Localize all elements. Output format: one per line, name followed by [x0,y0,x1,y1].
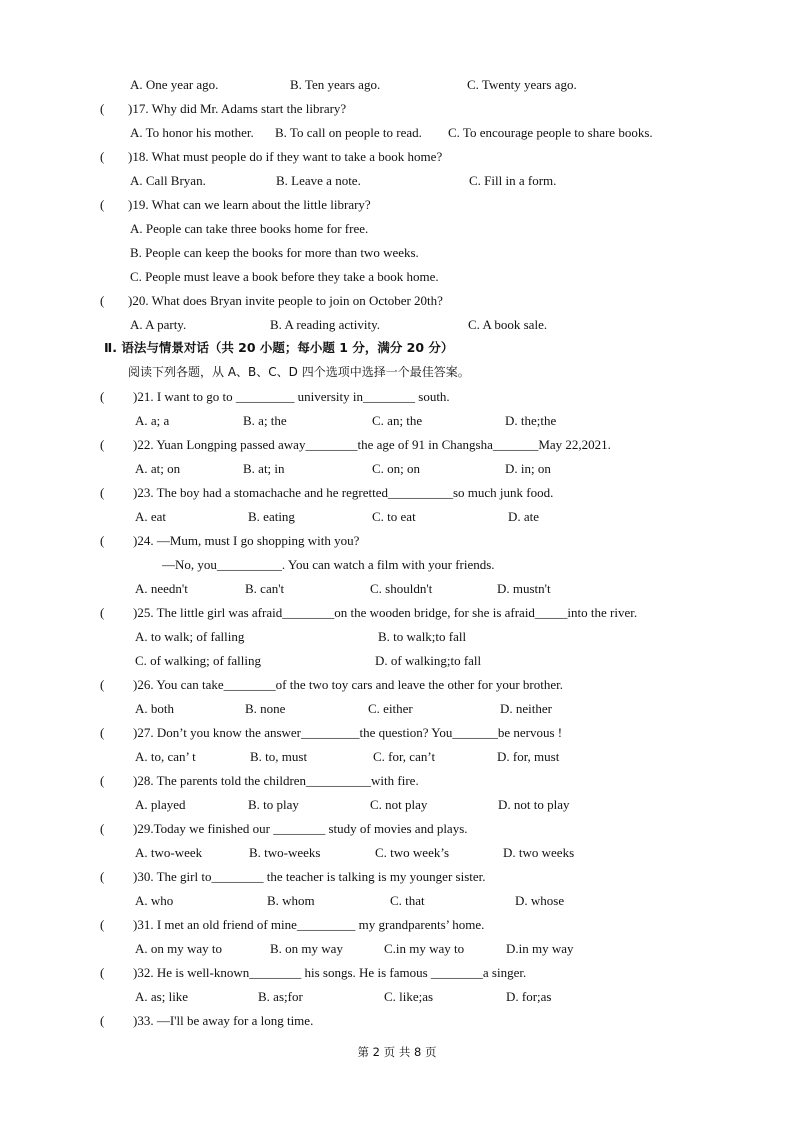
text-line: C. either [368,701,413,716]
text-line: C. for, can’t [373,749,436,764]
text-line: A. One year ago. [130,77,219,92]
text-line: C. that [390,893,425,908]
text-line: ( [100,605,105,620]
text-line: D. not to play [498,797,570,812]
text-line: B. to play [248,797,299,812]
text-line: B. eating [248,509,295,524]
text-line: B. A reading activity. [270,317,380,332]
text-line: A. People can take three books home for free. [130,221,369,236]
text-line: )20. What does Bryan invite people to join on October 20th? [128,293,443,308]
text-line: C. shouldn't [370,581,433,596]
text-line: C. an; the [372,413,423,428]
text-line: ( [100,149,105,164]
text-line: ( [100,821,105,836]
text-line: C.in my way to [384,941,465,956]
text-line: A. as; like [135,989,189,1004]
text-line: D. for, must [497,749,560,764]
text-line: D. two weeks [503,845,575,860]
text-line: ( [100,917,105,932]
text-line: A. to, can’ t [135,749,196,764]
text-line: B. at; in [243,461,285,476]
text-line: A. at; on [135,461,181,476]
text-line: B. Ten years ago. [290,77,381,92]
text-line: —No, you__________. You can watch a film with your friends. [162,557,495,572]
text-line: A. To honor his mother. [130,125,254,140]
text-line: C. People must leave a book before they take a book home. [130,269,439,284]
text-line: B. two-weeks [249,845,321,860]
text-line: A. to walk; of falling [135,629,245,644]
text-line: )17. Why did Mr. Adams start the library? [128,101,347,116]
text-line: ( [100,485,105,500]
text-line: ( [100,197,105,212]
text-line: B. as;for [258,989,303,1004]
text-line: D. neither [500,701,552,716]
text-line: ( [100,773,105,788]
text-line: )19. What can we learn about the little library? [128,197,371,212]
text-line: C. on; on [372,461,421,476]
text-line: B. to walk;to fall [378,629,467,644]
text-line: D. whose [515,893,565,908]
text-line: )33. —I'll be away for a long time. [133,1013,314,1028]
text-line: A. on my way to [135,941,223,956]
text-line: A. Call Bryan. [130,173,206,188]
text-line: )26. You can take________of the two toy cars and leave the other for your brother. [133,677,563,692]
text-line: A. A party. [130,317,187,332]
text-line: A. needn't [135,581,188,596]
text-line: ( [100,101,105,116]
text-line: C. Fill in a form. [469,173,557,188]
text-line: ( [100,965,105,980]
text-line: ( [100,725,105,740]
text-line: 阅读下列各题，从 A、B、C、D 四个选项中选择一个最佳答案。 [128,365,470,379]
text-line: B. on my way [270,941,343,956]
text-line: )21. I want to go to _________ university in________ south. [133,389,450,404]
text-line: )24. —Mum, must I go shopping with you? [133,533,360,548]
text-line: B. none [245,701,286,716]
text-line: A. two-week [135,845,203,860]
text-line: C. not play [370,797,428,812]
text-line: )25. The little girl was afraid________on the wooden bridge, for she is afraid_____into the river. [133,605,638,620]
text-line: ( [100,533,105,548]
text-line: )22. Yuan Longping passed away________the age of 91 in Changsha_______May 22,2021. [133,437,611,452]
text-line: A. both [135,701,174,716]
text-line: C. two week’s [375,845,450,860]
text-line: B. a; the [243,413,287,428]
text-line: )29.Today we finished our ________ study of movies and plays. [133,821,468,836]
text-line: D. for;as [506,989,552,1004]
text-line: )23. The boy had a stomachache and he regretted__________so much junk food. [133,485,554,500]
text-line: A. played [135,797,186,812]
text-line: D.in my way [506,941,574,956]
text-line: C. A book sale. [468,317,548,332]
text-line: )18. What must people do if they want to take a book home? [128,149,443,164]
text-line: B. Leave a note. [276,173,361,188]
text-line: )28. The parents told the children__________with fire. [133,773,419,788]
text-line: )30. The girl to________ the teacher is talking is my younger sister. [133,869,486,884]
text-line: A. eat [135,509,167,524]
text-line: C. To encourage people to share books. [448,125,653,140]
text-line: Ⅱ. 语法与情景对话（共 20 小题；每小题 1 分，满分 20 分） [104,340,454,355]
text-line: C. Twenty years ago. [467,77,577,92]
text-line: D. of walking;to fall [375,653,482,668]
text-line: ( [100,677,105,692]
text-line: D. mustn't [497,581,551,596]
text-line: )27. Don’t you know the answer_________the question? You_______be nervous ! [133,725,563,740]
text-line: ( [100,869,105,884]
text-line: B. to, must [250,749,308,764]
text-line: C. to eat [372,509,416,524]
page-footer: 第 2 页 共 8 页 [357,1045,437,1059]
text-line: D. in; on [505,461,551,476]
text-line: C. of walking; of falling [135,653,262,668]
text-line: D. the;the [505,413,557,428]
text-line: B. To call on people to read. [275,125,422,140]
text-line: ( [100,437,105,452]
text-line: B. can't [245,581,285,596]
text-line: A. a; a [135,413,170,428]
text-line: A. who [135,893,174,908]
text-line: )32. He is well-known________ his songs. He is famous ________a singer. [133,965,527,980]
text-line: B. People can keep the books for more than two weeks. [130,245,419,260]
text-line: )31. I met an old friend of mine_________ my grandparents’ home. [133,917,485,932]
text-line: ( [100,1013,105,1028]
text-line: B. whom [267,893,315,908]
text-line: C. like;as [384,989,434,1004]
text-line: ( [100,389,105,404]
text-line: ( [100,293,105,308]
text-line: D. ate [508,509,540,524]
